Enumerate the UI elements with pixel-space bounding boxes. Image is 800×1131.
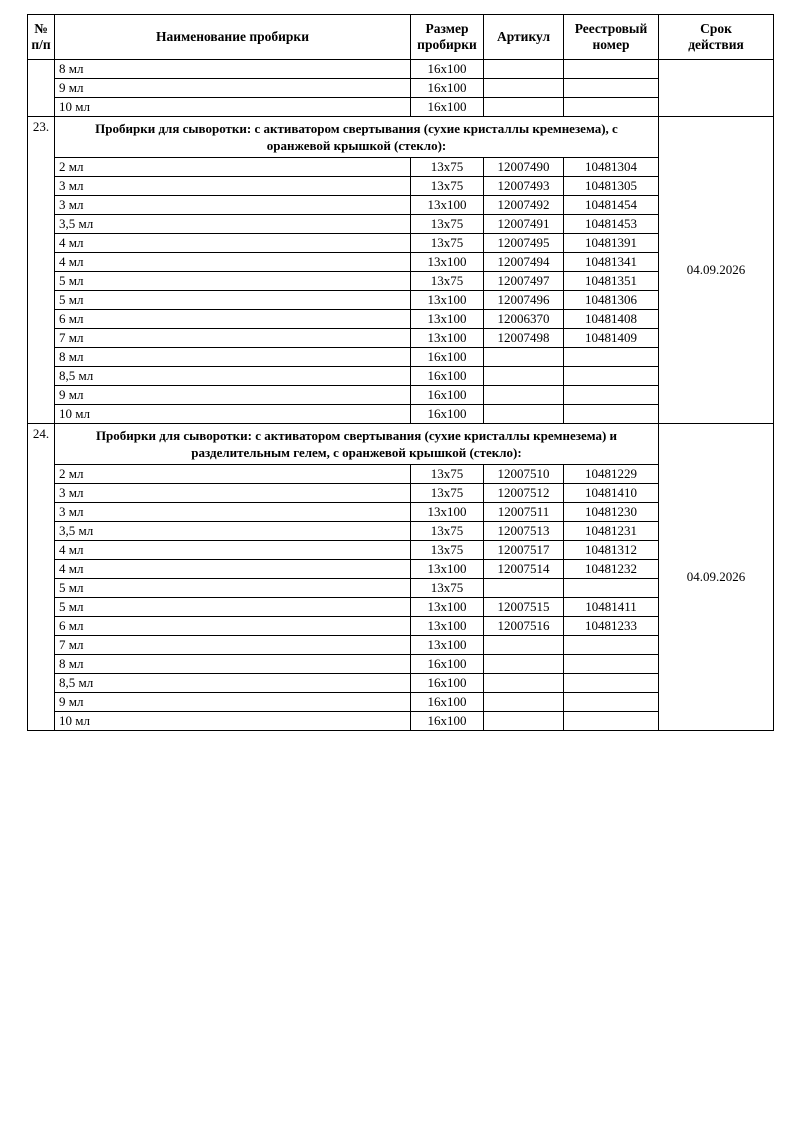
section-title-cell: Пробирки для сыворотки: с активатором свертывания (сухие кристаллы кремнезема), с оранжевой крышкой (стекло): xyxy=(55,117,659,158)
row-article-cell xyxy=(484,712,564,731)
col-header-size: Размер пробирки xyxy=(411,15,484,60)
section-number-cell: 24. xyxy=(28,424,55,731)
row-size-cell: 13x75 xyxy=(411,177,484,196)
row-registry-cell xyxy=(564,348,659,367)
row-size-cell: 16x100 xyxy=(411,348,484,367)
row-article-cell: 12006370 xyxy=(484,310,564,329)
row-article-cell: 12007494 xyxy=(484,253,564,272)
row-article-cell: 12007495 xyxy=(484,234,564,253)
row-registry-cell xyxy=(564,712,659,731)
row-article-cell: 12007514 xyxy=(484,560,564,579)
row-article-cell: 12007512 xyxy=(484,484,564,503)
row-size-cell: 13x75 xyxy=(411,484,484,503)
row-registry-cell: 10481305 xyxy=(564,177,659,196)
row-registry-cell: 10481391 xyxy=(564,234,659,253)
row-name-cell: 4 мл xyxy=(55,234,411,253)
row-name-cell: 2 мл xyxy=(55,158,411,177)
row-size-cell: 13x100 xyxy=(411,253,484,272)
row-size-cell: 13x75 xyxy=(411,215,484,234)
section-header-row xyxy=(28,424,774,465)
row-size-cell: 13x100 xyxy=(411,310,484,329)
row-article-cell xyxy=(484,79,564,98)
row-size-cell: 16x100 xyxy=(411,79,484,98)
col-header-article: Артикул xyxy=(484,15,564,60)
row-registry-cell xyxy=(564,386,659,405)
col-header-validity: Срок действия xyxy=(659,15,774,60)
row-article-cell: 12007497 xyxy=(484,272,564,291)
row-name-cell: 3 мл xyxy=(55,177,411,196)
row-registry-cell xyxy=(564,655,659,674)
table-body xyxy=(28,60,774,731)
row-size-cell: 13x100 xyxy=(411,329,484,348)
row-registry-cell: 10481409 xyxy=(564,329,659,348)
row-registry-cell: 10481306 xyxy=(564,291,659,310)
row-article-cell: 12007491 xyxy=(484,215,564,234)
validity-cell: 04.09.2026 xyxy=(659,117,774,424)
row-registry-cell: 10481410 xyxy=(564,484,659,503)
row-registry-cell xyxy=(564,579,659,598)
row-registry-cell xyxy=(564,636,659,655)
row-article-cell xyxy=(484,579,564,598)
row-article-cell: 12007498 xyxy=(484,329,564,348)
row-article-cell: 12007496 xyxy=(484,291,564,310)
row-article-cell xyxy=(484,655,564,674)
section-header-row xyxy=(28,117,774,158)
row-article-cell xyxy=(484,348,564,367)
row-name-cell: 7 мл xyxy=(55,329,411,348)
row-name-cell: 10 мл xyxy=(55,712,411,731)
row-name-cell: 4 мл xyxy=(55,541,411,560)
row-name-cell: 6 мл xyxy=(55,310,411,329)
row-registry-cell xyxy=(564,674,659,693)
row-registry-cell xyxy=(564,367,659,386)
row-name-cell: 3 мл xyxy=(55,196,411,215)
row-name-cell: 3,5 мл xyxy=(55,215,411,234)
row-size-cell: 16x100 xyxy=(411,60,484,79)
row-size-cell: 13x75 xyxy=(411,272,484,291)
row-name-cell: 3 мл xyxy=(55,503,411,522)
row-article-cell: 12007510 xyxy=(484,465,564,484)
row-article-cell: 12007493 xyxy=(484,177,564,196)
row-name-cell: 6 мл xyxy=(55,617,411,636)
row-name-cell: 8,5 мл xyxy=(55,367,411,386)
row-registry-cell: 10481230 xyxy=(564,503,659,522)
row-name-cell: 10 мл xyxy=(55,98,411,117)
row-size-cell: 16x100 xyxy=(411,405,484,424)
row-registry-cell: 10481351 xyxy=(564,272,659,291)
row-size-cell: 16x100 xyxy=(411,367,484,386)
row-registry-cell: 10481453 xyxy=(564,215,659,234)
row-registry-cell: 10481312 xyxy=(564,541,659,560)
row-registry-cell xyxy=(564,98,659,117)
row-article-cell: 12007490 xyxy=(484,158,564,177)
row-article-cell xyxy=(484,367,564,386)
row-registry-cell: 10481233 xyxy=(564,617,659,636)
row-size-cell: 16x100 xyxy=(411,693,484,712)
row-article-cell: 12007511 xyxy=(484,503,564,522)
row-size-cell: 13x75 xyxy=(411,465,484,484)
row-size-cell: 13x75 xyxy=(411,234,484,253)
row-registry-cell: 10481411 xyxy=(564,598,659,617)
row-name-cell: 5 мл xyxy=(55,291,411,310)
row-size-cell: 16x100 xyxy=(411,655,484,674)
row-name-cell: 5 мл xyxy=(55,598,411,617)
row-name-cell: 8 мл xyxy=(55,655,411,674)
row-size-cell: 16x100 xyxy=(411,386,484,405)
row-article-cell: 12007515 xyxy=(484,598,564,617)
row-size-cell: 13x100 xyxy=(411,560,484,579)
section-number-cell: 23. xyxy=(28,117,55,424)
row-name-cell: 9 мл xyxy=(55,386,411,405)
row-registry-cell: 10481229 xyxy=(564,465,659,484)
row-size-cell: 16x100 xyxy=(411,98,484,117)
row-article-cell xyxy=(484,98,564,117)
row-name-cell: 5 мл xyxy=(55,272,411,291)
row-article-cell xyxy=(484,693,564,712)
row-registry-cell: 10481304 xyxy=(564,158,659,177)
row-name-cell: 10 мл xyxy=(55,405,411,424)
row-article-cell: 12007513 xyxy=(484,522,564,541)
row-article-cell xyxy=(484,636,564,655)
section-title-cell: Пробирки для сыворотки: с активатором свертывания (сухие кристаллы кремнезема) и разделительным гелем, с оранжевой крышкой (стекло): xyxy=(55,424,659,465)
row-registry-cell: 10481341 xyxy=(564,253,659,272)
row-registry-cell xyxy=(564,79,659,98)
row-name-cell: 9 мл xyxy=(55,79,411,98)
col-header-num: № п/п xyxy=(28,15,55,60)
row-size-cell: 13x100 xyxy=(411,503,484,522)
col-header-name: Наименование пробирки xyxy=(55,15,411,60)
row-article-cell xyxy=(484,60,564,79)
row-registry-cell: 10481454 xyxy=(564,196,659,215)
row-size-cell: 13x75 xyxy=(411,541,484,560)
row-registry-cell xyxy=(564,693,659,712)
col-header-registry: Реестровый номер xyxy=(564,15,659,60)
row-size-cell: 13x100 xyxy=(411,291,484,310)
row-name-cell: 3,5 мл xyxy=(55,522,411,541)
row-registry-cell: 10481232 xyxy=(564,560,659,579)
row-name-cell: 4 мл xyxy=(55,253,411,272)
row-name-cell: 8 мл xyxy=(55,60,411,79)
row-article-cell xyxy=(484,674,564,693)
row-registry-cell xyxy=(564,60,659,79)
row-size-cell: 13x75 xyxy=(411,158,484,177)
row-name-cell: 8 мл xyxy=(55,348,411,367)
tube-table xyxy=(27,14,774,731)
table-header-row xyxy=(28,15,774,60)
validity-cell: 04.09.2026 xyxy=(659,424,774,731)
row-size-cell: 13x100 xyxy=(411,598,484,617)
row-name-cell: 9 мл xyxy=(55,693,411,712)
table-row xyxy=(28,60,774,79)
row-size-cell: 13x100 xyxy=(411,617,484,636)
row-size-cell: 16x100 xyxy=(411,674,484,693)
row-name-cell: 7 мл xyxy=(55,636,411,655)
row-registry-cell: 10481408 xyxy=(564,310,659,329)
row-name-cell: 3 мл xyxy=(55,484,411,503)
row-size-cell: 13x100 xyxy=(411,636,484,655)
row-size-cell: 16x100 xyxy=(411,712,484,731)
section-number-cell xyxy=(28,60,55,117)
row-name-cell: 5 мл xyxy=(55,579,411,598)
row-article-cell: 12007492 xyxy=(484,196,564,215)
row-article-cell xyxy=(484,386,564,405)
row-size-cell: 13x75 xyxy=(411,579,484,598)
row-size-cell: 13x100 xyxy=(411,196,484,215)
row-article-cell xyxy=(484,405,564,424)
row-article-cell: 12007516 xyxy=(484,617,564,636)
row-name-cell: 2 мл xyxy=(55,465,411,484)
row-name-cell: 4 мл xyxy=(55,560,411,579)
row-registry-cell: 10481231 xyxy=(564,522,659,541)
row-article-cell: 12007517 xyxy=(484,541,564,560)
row-name-cell: 8,5 мл xyxy=(55,674,411,693)
row-size-cell: 13x75 xyxy=(411,522,484,541)
validity-cell xyxy=(659,60,774,117)
row-registry-cell xyxy=(564,405,659,424)
